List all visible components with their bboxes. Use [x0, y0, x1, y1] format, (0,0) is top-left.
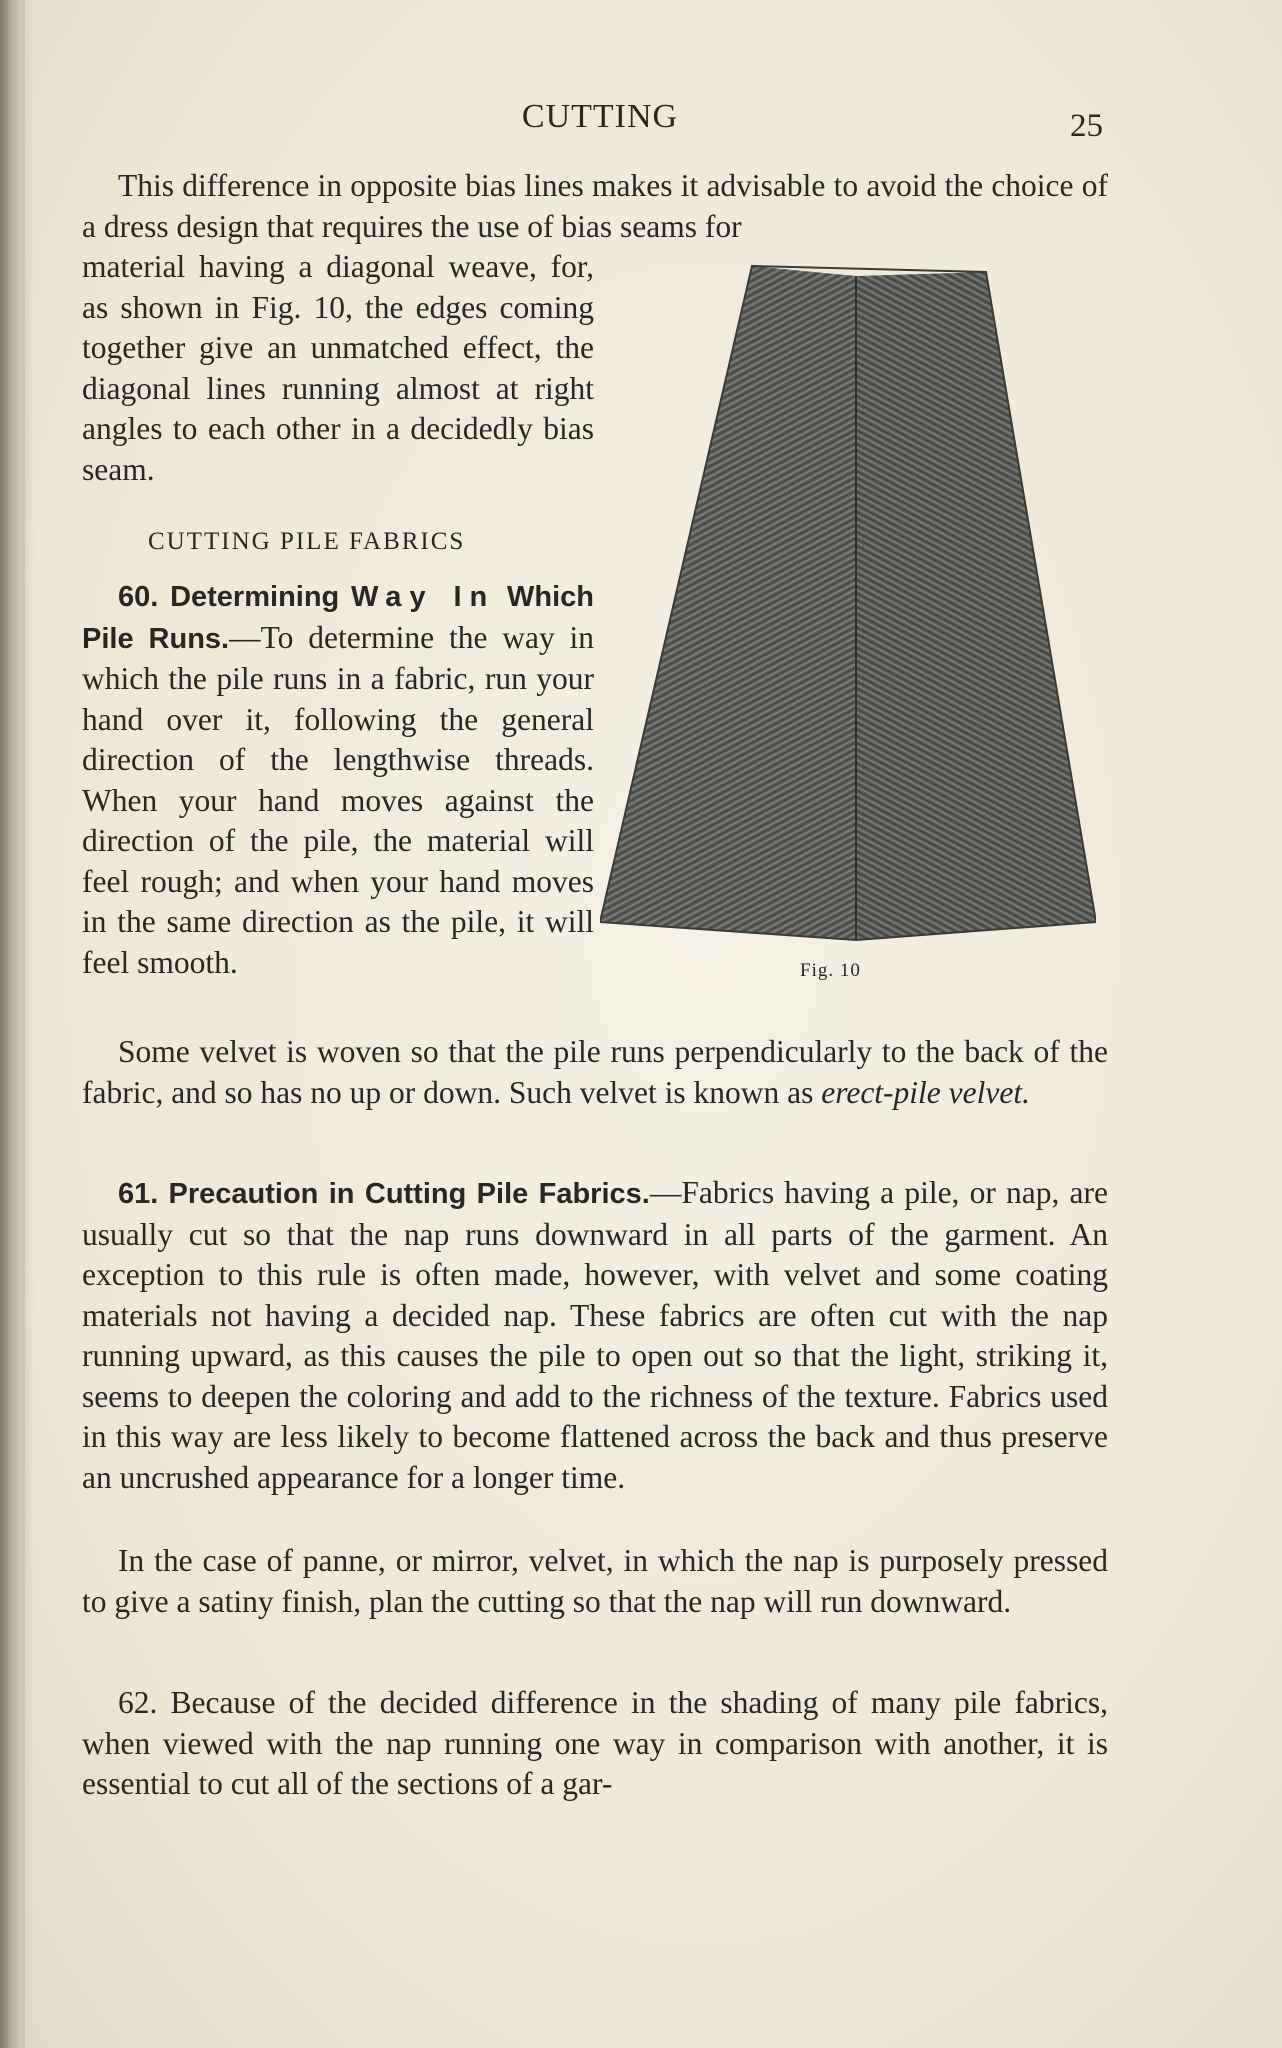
para-61-body: —Fabrics having a pile, or nap, are usually cut so that the nap runs downward in all parts of the garment. An exception to this rule is often made, however, with velvet and some coating materials not having a decided nap. These fabrics are often cut with the nap running upward, as this causes the pile to open out so that the light, striking it, seems to deepen the coloring and add to the richness of the texture. Fabrics used in this way are less likely to become flattened across the back and thus preserve an uncrushed appearance for a longer time. [82, 1175, 1108, 1495]
para-62-number: 62. [118, 1685, 158, 1720]
para-60-body: —To determine the way in which the pile runs in a fabric, run your hand over it, following the general direction of the lengthwise threads. When your hand moves against the direction of the pile, the material will feel rough; and when your hand moves in the same direction as the pile, it will feel smooth. [82, 619, 594, 980]
para-61-title: Precaution in Cutting Pile Fabrics. [168, 1178, 650, 1210]
section-heading: CUTTING PILE FABRICS [148, 528, 466, 555]
para-60-title-a: Determining [170, 581, 340, 613]
paragraph-61 [82, 1173, 1108, 1498]
para-60-cont-text: Some velvet is woven so that the pile runs perpendicularly to the back of the fabric, and so has no up or down. Such velvet is known as [82, 1034, 1108, 1110]
paragraph-62 [82, 1683, 1108, 1805]
paragraph-60 [82, 576, 594, 983]
intro-paragraph-full [82, 166, 1108, 247]
page-number: 25 [1070, 108, 1103, 144]
erect-pile-term: erect-pile velvet. [821, 1074, 1030, 1110]
figure-caption: Fig. 10 [800, 960, 861, 981]
para-60-title-c: Which Pile Runs. [82, 581, 595, 655]
page-gutter-shadow [0, 0, 34, 2048]
intro-paragraph-narrow: material having a diagonal weave, for, as shown in Fig. 10, the edges coming together give an unmatched effect, the diagonal lines running almost at right angles to each other in a decidedly bias seam. [82, 249, 594, 487]
para-60-title-b: Way In [351, 581, 496, 613]
running-head: CUTTING [521, 98, 679, 135]
para-62-body: Because of the decided difference in the shading of many pile fabrics, when viewed with the nap running one way in comparison with another, it is essential to cut all of the sections of a gar- [82, 1685, 1109, 1801]
para-61-number: 61. [118, 1178, 159, 1210]
intro-full-text: This difference in opposite bias lines makes it advisable to avoid the choice of a dress design that requires the use of bias seams for [82, 168, 1108, 244]
paragraph-60-continued [82, 1032, 1108, 1113]
gutter-edge [22, 0, 25, 2048]
paragraph-61-continued [82, 1541, 1108, 1622]
skirt-right-panel [856, 272, 1096, 940]
para-60-number: 60. [118, 581, 159, 613]
fig-10-skirt-illustration [600, 262, 1096, 942]
para-61-cont-text: In the case of panne, or mirror, velvet, in which the nap is purposely pressed to give a satiny finish, plan the cutting so that the nap will run downward. [82, 1543, 1108, 1619]
